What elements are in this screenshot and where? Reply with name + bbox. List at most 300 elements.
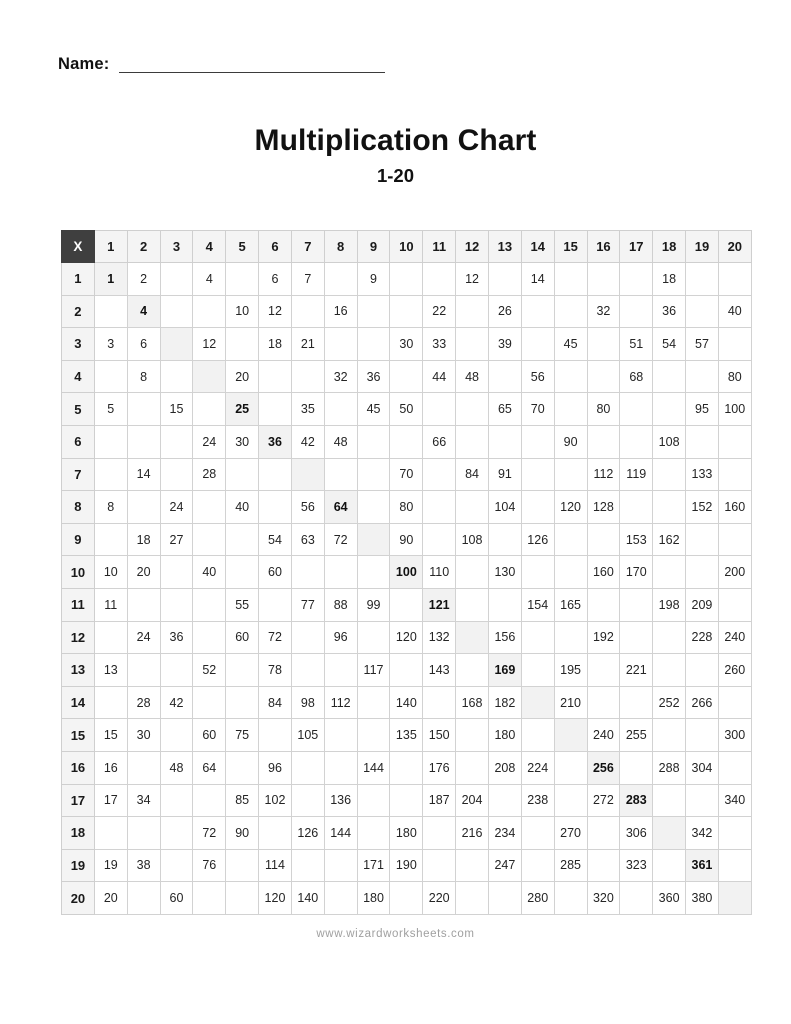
cell-16x18: 288 [653,751,686,784]
cell-2x20: 40 [718,295,751,328]
cell-1x13[interactable] [488,263,521,296]
cell-10x12[interactable] [456,556,489,589]
cell-17x7[interactable] [291,784,324,817]
cell-1x17[interactable] [620,263,653,296]
cell-8x2[interactable] [127,491,160,524]
cell-3x20[interactable] [718,328,751,361]
cell-9x19[interactable] [686,523,719,556]
cell-15x3[interactable] [160,719,193,752]
cell-9x9[interactable] [357,523,390,556]
cell-10x19[interactable] [686,556,719,589]
cell-11x1: 11 [94,588,127,621]
cell-3x2: 6 [127,328,160,361]
cell-7x14[interactable] [521,458,554,491]
cell-12x9[interactable] [357,621,390,654]
cell-10x4: 40 [193,556,226,589]
cell-9x2: 18 [127,523,160,556]
cell-18x9[interactable] [357,817,390,850]
cell-18x1[interactable] [94,817,127,850]
column-header-16: 16 [587,231,620,263]
cell-9x4[interactable] [193,523,226,556]
multiplication-table [61,230,752,915]
cell-9x11[interactable] [423,523,456,556]
cell-11x16[interactable] [587,588,620,621]
cell-12x14[interactable] [521,621,554,654]
cell-8x14[interactable] [521,491,554,524]
cell-15x12[interactable] [456,719,489,752]
cell-6x10[interactable] [390,425,423,458]
cell-7x8[interactable] [324,458,357,491]
cell-18x10: 180 [390,817,423,850]
cell-6x16[interactable] [587,425,620,458]
cell-7x7[interactable] [291,458,324,491]
cell-6x2[interactable] [127,425,160,458]
cell-4x7[interactable] [291,360,324,393]
cell-10x9[interactable] [357,556,390,589]
cell-5x15[interactable] [554,393,587,426]
cell-20x17[interactable] [620,882,653,915]
cell-13x6: 78 [259,654,292,687]
cell-4x9: 36 [357,360,390,393]
cell-2x15[interactable] [554,295,587,328]
cell-8x9[interactable] [357,491,390,524]
row-header-20: 20 [62,882,95,915]
cell-3x5[interactable] [226,328,259,361]
row-header-6: 6 [62,425,95,458]
cell-13x3[interactable] [160,654,193,687]
cell-17x14: 238 [521,784,554,817]
cell-4x8: 32 [324,360,357,393]
cell-2x19[interactable] [686,295,719,328]
multiply-symbol-corner: X [62,231,95,263]
cell-3x9[interactable] [357,328,390,361]
cell-4x1[interactable] [94,360,127,393]
table-row [62,621,752,654]
cell-2x3[interactable] [160,295,193,328]
cell-5x4[interactable] [193,393,226,426]
cell-19x8[interactable] [324,849,357,882]
cell-6x15: 90 [554,425,587,458]
cell-16x20[interactable] [718,751,751,784]
cell-18x12: 216 [456,817,489,850]
cell-11x20[interactable] [718,588,751,621]
cell-2x4[interactable] [193,295,226,328]
cell-14x11[interactable] [423,686,456,719]
cell-7x1[interactable] [94,458,127,491]
cell-19x10: 190 [390,849,423,882]
cell-17x1: 17 [94,784,127,817]
cell-13x12[interactable] [456,654,489,687]
cell-20x10[interactable] [390,882,423,915]
cell-9x20[interactable] [718,523,751,556]
cell-19x12[interactable] [456,849,489,882]
cell-12x2: 24 [127,621,160,654]
cell-1x11[interactable] [423,263,456,296]
cell-7x17: 119 [620,458,653,491]
cell-20x19: 380 [686,882,719,915]
cell-12x1[interactable] [94,621,127,654]
cell-16x15[interactable] [554,751,587,784]
cell-11x6[interactable] [259,588,292,621]
cell-2x7[interactable] [291,295,324,328]
cell-10x5[interactable] [226,556,259,589]
cell-19x1: 19 [94,849,127,882]
cell-18x14[interactable] [521,817,554,850]
cell-1x3[interactable] [160,263,193,296]
cell-12x17[interactable] [620,621,653,654]
cell-6x5: 30 [226,425,259,458]
cell-13x7[interactable] [291,654,324,687]
cell-11x13[interactable] [488,588,521,621]
cell-7x9[interactable] [357,458,390,491]
cell-20x5[interactable] [226,882,259,915]
cell-18x3[interactable] [160,817,193,850]
cell-17x19[interactable] [686,784,719,817]
cell-9x12: 108 [456,523,489,556]
cell-15x14[interactable] [521,719,554,752]
cell-2x17[interactable] [620,295,653,328]
cell-20x15[interactable] [554,882,587,915]
cell-17x6: 102 [259,784,292,817]
cell-13x8[interactable] [324,654,357,687]
cell-13x19[interactable] [686,654,719,687]
cell-16x17[interactable] [620,751,653,784]
cell-15x15[interactable] [554,719,587,752]
name-write-in-line[interactable] [119,57,385,73]
cell-5x18[interactable] [653,393,686,426]
cell-14x19: 266 [686,686,719,719]
cell-7x19: 133 [686,458,719,491]
cell-19x14[interactable] [521,849,554,882]
cell-5x12[interactable] [456,393,489,426]
cell-20x13[interactable] [488,882,521,915]
cell-5x10: 50 [390,393,423,426]
cell-2x5: 10 [226,295,259,328]
cell-4x16[interactable] [587,360,620,393]
cell-6x14[interactable] [521,425,554,458]
cell-3x8[interactable] [324,328,357,361]
cell-8x11[interactable] [423,491,456,524]
cell-7x5[interactable] [226,458,259,491]
cell-1x19[interactable] [686,263,719,296]
cell-10x18[interactable] [653,556,686,589]
cell-19x5[interactable] [226,849,259,882]
cell-17x18[interactable] [653,784,686,817]
cell-17x3[interactable] [160,784,193,817]
cell-12x12[interactable] [456,621,489,654]
cell-18x16[interactable] [587,817,620,850]
page-subtitle: 1-20 [376,165,415,187]
cell-11x11: 121 [423,588,456,621]
page-title: Multiplication Chart [254,124,537,157]
cell-14x2: 28 [127,686,160,719]
cell-6x1[interactable] [94,425,127,458]
cell-18x18[interactable] [653,817,686,850]
cell-2x12[interactable] [456,295,489,328]
cell-19x11[interactable] [423,849,456,882]
cell-18x2[interactable] [127,817,160,850]
cell-9x16[interactable] [587,523,620,556]
cell-3x16[interactable] [587,328,620,361]
cell-20x18: 360 [653,882,686,915]
cell-12x18[interactable] [653,621,686,654]
cell-4x15[interactable] [554,360,587,393]
cell-2x1[interactable] [94,295,127,328]
name-field-row [58,56,385,73]
cell-10x16: 160 [587,556,620,589]
cell-6x19[interactable] [686,425,719,458]
cell-4x19[interactable] [686,360,719,393]
cell-5x8[interactable] [324,393,357,426]
cell-8x18[interactable] [653,491,686,524]
cell-4x12: 48 [456,360,489,393]
cell-19x20[interactable] [718,849,751,882]
cell-16x12[interactable] [456,751,489,784]
cell-19x3[interactable] [160,849,193,882]
cell-14x4[interactable] [193,686,226,719]
cell-6x3[interactable] [160,425,193,458]
cell-20x8[interactable] [324,882,357,915]
cell-2x14[interactable] [521,295,554,328]
cell-17x11: 187 [423,784,456,817]
cell-17x13[interactable] [488,784,521,817]
cell-6x9[interactable] [357,425,390,458]
cell-1x2: 2 [127,263,160,296]
cell-14x16[interactable] [587,686,620,719]
cell-8x3: 24 [160,491,193,524]
cell-13x10[interactable] [390,654,423,687]
cell-1x16[interactable] [587,263,620,296]
cell-1x10[interactable] [390,263,423,296]
cell-3x1: 3 [94,328,127,361]
cell-15x18[interactable] [653,719,686,752]
cell-7x15[interactable] [554,458,587,491]
cell-15x9[interactable] [357,719,390,752]
cell-13x14[interactable] [521,654,554,687]
column-header-14: 14 [521,231,554,263]
cell-17x12: 204 [456,784,489,817]
cell-4x4[interactable] [193,360,226,393]
cell-1x9: 9 [357,263,390,296]
row-header-2: 2 [62,295,95,328]
cell-9x15[interactable] [554,523,587,556]
cell-17x15[interactable] [554,784,587,817]
cell-1x18: 18 [653,263,686,296]
table-row [62,295,752,328]
cell-14x5[interactable] [226,686,259,719]
cell-14x9[interactable] [357,686,390,719]
cell-13x11: 143 [423,654,456,687]
column-header-20: 20 [718,231,751,263]
cell-7x18[interactable] [653,458,686,491]
cell-4x3[interactable] [160,360,193,393]
table-row [62,588,752,621]
cell-1x20[interactable] [718,263,751,296]
cell-5x17[interactable] [620,393,653,426]
cell-14x1[interactable] [94,686,127,719]
cell-2x10[interactable] [390,295,423,328]
cell-10x1: 10 [94,556,127,589]
cell-13x1: 13 [94,654,127,687]
cell-6x17[interactable] [620,425,653,458]
cell-9x13[interactable] [488,523,521,556]
cell-20x12[interactable] [456,882,489,915]
cell-16x5[interactable] [226,751,259,784]
cell-6x12[interactable] [456,425,489,458]
cell-11x3[interactable] [160,588,193,621]
cell-15x2: 30 [127,719,160,752]
cell-12x13: 156 [488,621,521,654]
cell-10x14[interactable] [521,556,554,589]
cell-2x6: 12 [259,295,292,328]
cell-10x2: 20 [127,556,160,589]
cell-15x8[interactable] [324,719,357,752]
cell-4x6[interactable] [259,360,292,393]
cell-13x16[interactable] [587,654,620,687]
cell-5x2[interactable] [127,393,160,426]
cell-9x3: 27 [160,523,193,556]
cell-18x19: 342 [686,817,719,850]
cell-3x15: 45 [554,328,587,361]
cell-4x13[interactable] [488,360,521,393]
cell-9x6: 54 [259,523,292,556]
row-header-4: 4 [62,360,95,393]
cell-7x11[interactable] [423,458,456,491]
cell-20x2[interactable] [127,882,160,915]
row-header-9: 9 [62,523,95,556]
cell-12x7[interactable] [291,621,324,654]
cell-17x9[interactable] [357,784,390,817]
row-header-12: 12 [62,621,95,654]
cell-18x20[interactable] [718,817,751,850]
cell-18x11[interactable] [423,817,456,850]
column-header-5: 5 [226,231,259,263]
cell-14x13: 182 [488,686,521,719]
cell-11x5: 55 [226,588,259,621]
cell-1x4: 4 [193,263,226,296]
cell-13x18[interactable] [653,654,686,687]
cell-14x17[interactable] [620,686,653,719]
cell-10x15[interactable] [554,556,587,589]
cell-20x16: 320 [587,882,620,915]
cell-7x4: 28 [193,458,226,491]
cell-19x7[interactable] [291,849,324,882]
column-header-17: 17 [620,231,653,263]
cell-5x6[interactable] [259,393,292,426]
cell-1x14: 14 [521,263,554,296]
cell-8x17[interactable] [620,491,653,524]
cell-5x11[interactable] [423,393,456,426]
cell-15x6[interactable] [259,719,292,752]
cell-17x10[interactable] [390,784,423,817]
cell-13x2[interactable] [127,654,160,687]
cell-4x18[interactable] [653,360,686,393]
cell-4x11: 44 [423,360,456,393]
cell-16x8[interactable] [324,751,357,784]
cell-18x5: 90 [226,817,259,850]
cell-1x15[interactable] [554,263,587,296]
cell-11x2[interactable] [127,588,160,621]
cell-3x14[interactable] [521,328,554,361]
cell-3x12[interactable] [456,328,489,361]
cell-3x3[interactable] [160,328,193,361]
cell-9x5[interactable] [226,523,259,556]
cell-7x20[interactable] [718,458,751,491]
table-row [62,719,752,752]
cell-10x7[interactable] [291,556,324,589]
cell-11x17[interactable] [620,588,653,621]
cell-7x6[interactable] [259,458,292,491]
row-header-5: 5 [62,393,95,426]
cell-2x9[interactable] [357,295,390,328]
cell-10x3[interactable] [160,556,193,589]
cell-15x5: 75 [226,719,259,752]
cell-15x19[interactable] [686,719,719,752]
cell-19x16[interactable] [587,849,620,882]
cell-11x10[interactable] [390,588,423,621]
cell-16x2[interactable] [127,751,160,784]
cell-1x5[interactable] [226,263,259,296]
cell-6x7: 42 [291,425,324,458]
cell-10x13: 130 [488,556,521,589]
cell-7x3[interactable] [160,458,193,491]
cell-15x16: 240 [587,719,620,752]
cell-14x20[interactable] [718,686,751,719]
cell-18x8: 144 [324,817,357,850]
cell-4x17: 68 [620,360,653,393]
cell-16x10[interactable] [390,751,423,784]
cell-12x5: 60 [226,621,259,654]
cell-20x11: 220 [423,882,456,915]
cell-7x13: 91 [488,458,521,491]
cell-8x8: 64 [324,491,357,524]
cell-19x18[interactable] [653,849,686,882]
cell-9x14: 126 [521,523,554,556]
cell-8x7: 56 [291,491,324,524]
cell-11x12[interactable] [456,588,489,621]
cell-8x6[interactable] [259,491,292,524]
cell-15x4: 60 [193,719,226,752]
cell-4x10[interactable] [390,360,423,393]
cell-12x4[interactable] [193,621,226,654]
cell-1x8[interactable] [324,263,357,296]
cell-19x13: 247 [488,849,521,882]
cell-17x4[interactable] [193,784,226,817]
cell-20x20[interactable] [718,882,751,915]
cell-20x4[interactable] [193,882,226,915]
cell-13x13: 169 [488,654,521,687]
cell-18x6[interactable] [259,817,292,850]
cell-16x7[interactable] [291,751,324,784]
cell-6x20[interactable] [718,425,751,458]
cell-9x7: 63 [291,523,324,556]
cell-11x4[interactable] [193,588,226,621]
column-header-19: 19 [686,231,719,263]
cell-4x2: 8 [127,360,160,393]
cell-12x15[interactable] [554,621,587,654]
cell-3x11: 33 [423,328,456,361]
cell-3x13: 39 [488,328,521,361]
cell-10x8[interactable] [324,556,357,589]
cell-13x5[interactable] [226,654,259,687]
cell-8x12[interactable] [456,491,489,524]
cell-8x4[interactable] [193,491,226,524]
cell-9x1[interactable] [94,523,127,556]
cell-6x13[interactable] [488,425,521,458]
cell-19x17: 323 [620,849,653,882]
cell-17x5: 85 [226,784,259,817]
cell-14x14[interactable] [521,686,554,719]
